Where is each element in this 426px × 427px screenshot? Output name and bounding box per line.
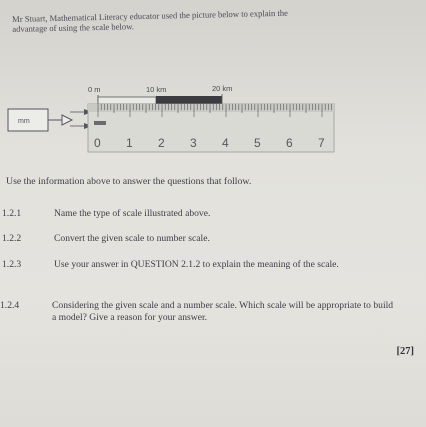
question-number: 1.2.2 — [2, 233, 22, 244]
question-number: 1.2.4 — [0, 300, 20, 311]
ruler-number-1: 1 — [126, 136, 133, 150]
ruler-number-7: 7 — [318, 136, 325, 150]
question-text: Considering the given scale and a number scale. Which scale will be appropriate to build a model? Give a reason for your answer. — [52, 300, 394, 323]
question-1-2-1 — [2, 208, 412, 222]
bar-scale-dark-segment — [156, 96, 222, 105]
bar-scale-light-segment — [98, 97, 156, 104]
intro-line-2: advantage of using the scale below. — [12, 21, 135, 34]
question-number: 1.2.1 — [2, 208, 22, 219]
arrow-connector — [8, 109, 92, 131]
question-text: Name the type of scale illustrated above. — [54, 208, 211, 219]
ruler-number-3: 3 — [190, 136, 197, 150]
question-number: 1.2.3 — [2, 259, 22, 270]
ruler-number-2: 2 — [158, 136, 165, 150]
scale-illustration — [0, 82, 340, 162]
ruler-number-4: 4 — [222, 136, 229, 150]
bar-label-20: 20 km — [212, 84, 233, 93]
intro-paragraph — [12, 5, 412, 34]
ruler-number-0: 0 — [94, 136, 101, 150]
bar-scale — [98, 94, 222, 105]
bar-label-0: 0 m — [88, 85, 101, 94]
question-1-2-4 — [0, 300, 412, 328]
question-1-2-2 — [2, 233, 412, 247]
ruler-number-6: 6 — [286, 136, 293, 150]
question-text: Convert the given scale to number scale. — [54, 233, 210, 244]
total-marks: [27] — [396, 346, 414, 357]
question-text: Use your answer in QUESTION 2.1.2 to explain the meaning of the scale. — [54, 259, 339, 270]
ruler-number-5: 5 — [254, 136, 261, 150]
bar-label-10: 10 km — [146, 85, 167, 94]
instruction-text: Use the information above to answer the questions that follow. — [6, 176, 252, 187]
mm-unit-label: mm — [18, 118, 30, 125]
question-1-2-3 — [2, 259, 412, 287]
ruler — [88, 104, 334, 152]
intro-line-1: Mr Stuart, Mathematical Literacy educator used the picture below to explain the — [12, 7, 289, 24]
ruler-tab — [94, 121, 106, 125]
scale-figure — [0, 82, 340, 162]
